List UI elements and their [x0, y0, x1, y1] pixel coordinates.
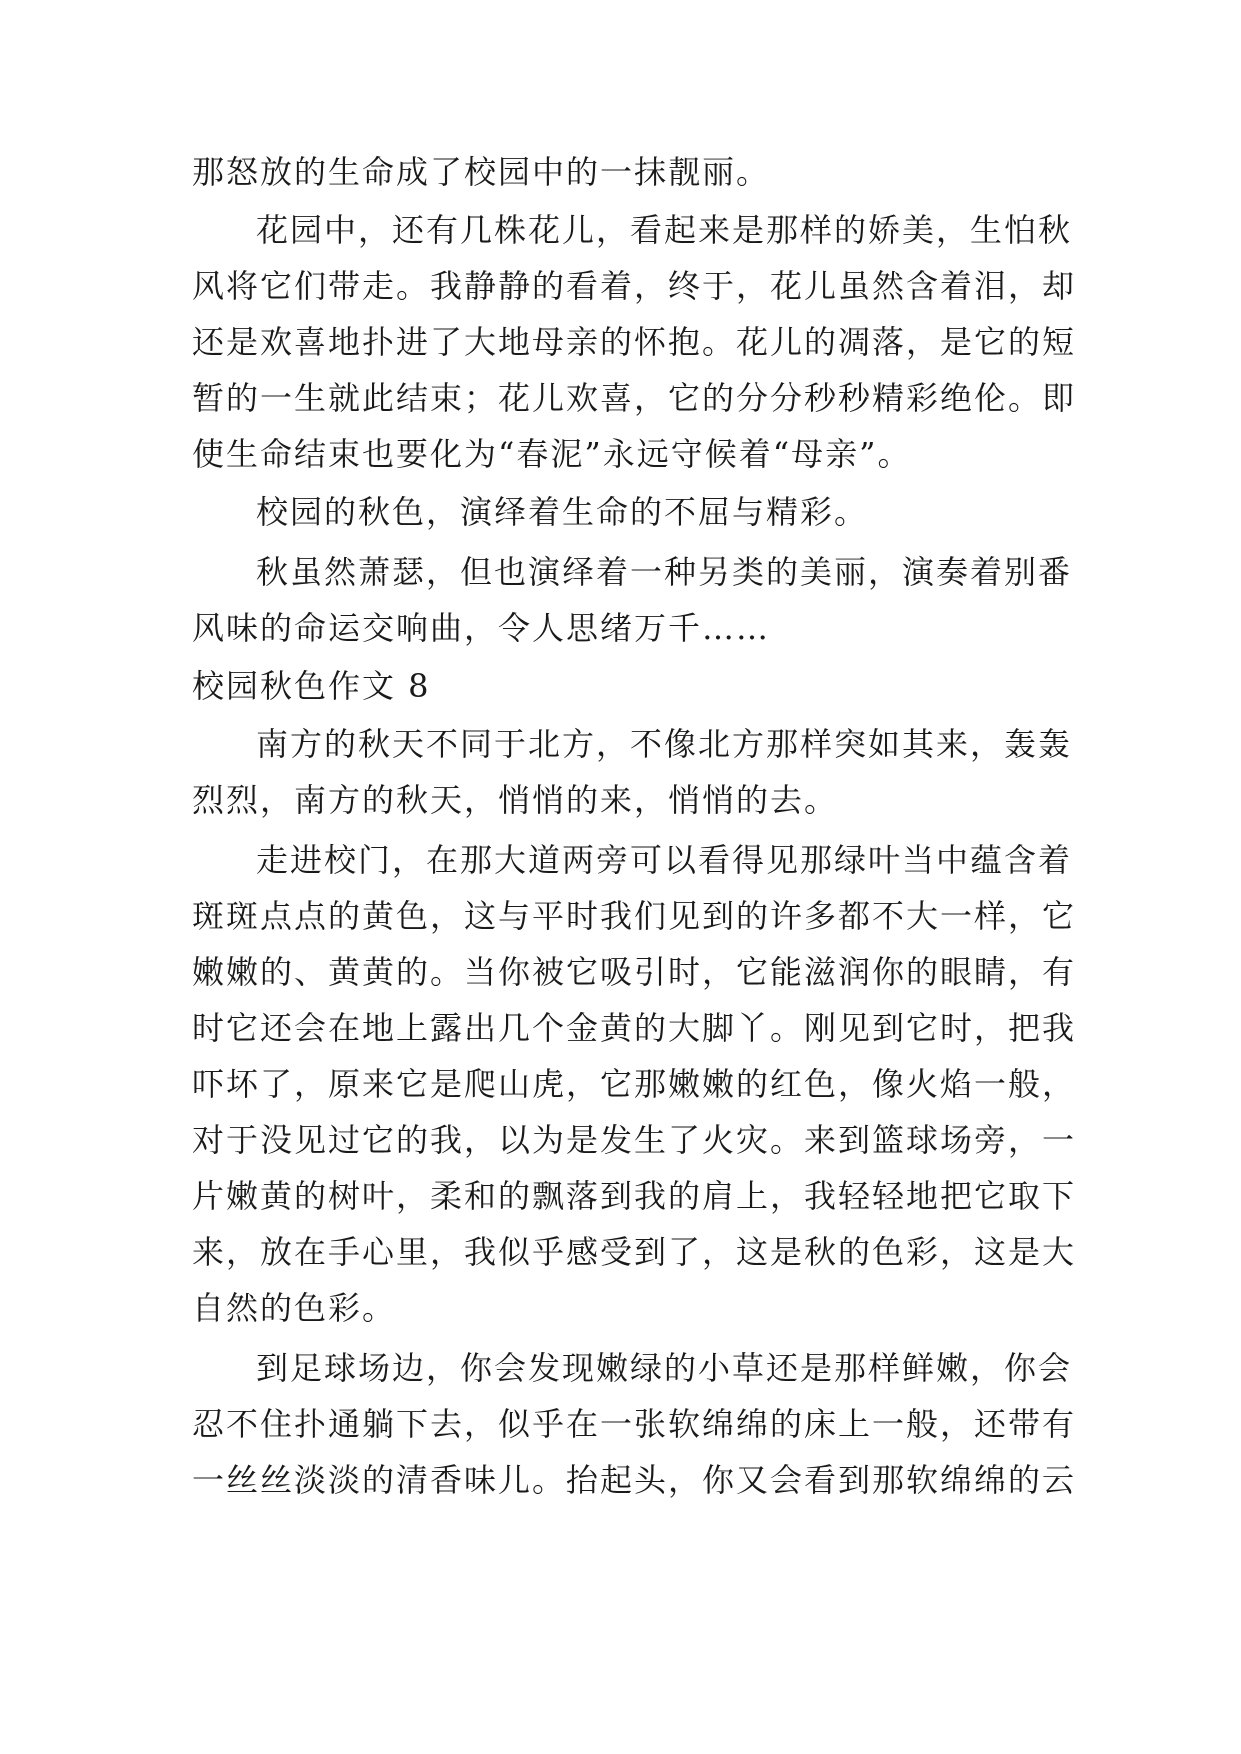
text-line: 那怒放的生命成了校园中的一抹靓丽。	[192, 153, 771, 191]
paragraph-first-line: 秋虽然萧瑟，但也演绎着一种另类的美丽，演奏着别番	[256, 553, 1073, 591]
text-line: 使生命结束也要化为“春泥”永远守候着“母亲”。	[192, 435, 912, 473]
text-line: 斑斑点点的黄色，这与平时我们见到的许多都不大一样，它	[192, 897, 1077, 935]
text-line: 时它还会在地上露出几个金黄的大脚丫。刚见到它时，把我	[192, 1009, 1077, 1047]
text-line: 片嫩黄的树叶，柔和的飘落到我的肩上，我轻轻地把它取下	[192, 1177, 1077, 1215]
text-line: 来，放在手心里，我似乎感受到了，这是秋的色彩，这是大	[192, 1233, 1077, 1271]
text-line: 自然的色彩。	[192, 1289, 397, 1327]
text-line: 烈烈，南方的秋天，悄悄的来，悄悄的去。	[192, 781, 839, 819]
text-line: 嫩嫩的、黄黄的。当你被它吸引时，它能滋润你的眼睛，有	[192, 953, 1077, 991]
text-line: 忍不住扑通躺下去，似乎在一张软绵绵的床上一般，还带有	[192, 1405, 1077, 1443]
paragraph-first-line: 校园的秋色，演绎着生命的不屈与精彩。	[256, 493, 869, 531]
paragraph-first-line: 南方的秋天不同于北方，不像北方那样突如其来，轰轰	[256, 725, 1073, 763]
text-line: 还是欢喜地扑进了大地母亲的怀抱。花儿的凋落，是它的短	[192, 323, 1077, 361]
paragraph-first-line: 走进校门，在那大道两旁可以看得见那绿叶当中蕴含着	[256, 841, 1073, 879]
text-line: 对于没见过它的我，以为是发生了火灾。来到篮球场旁，一	[192, 1121, 1077, 1159]
text-line: 风将它们带走。我静静的看着，终于，花儿虽然含着泪，却	[192, 267, 1077, 305]
paragraph-first-line: 到足球场边，你会发现嫩绿的小草还是那样鲜嫩，你会	[256, 1349, 1073, 1387]
text-line: 暂的一生就此结束；花儿欢喜，它的分分秒秒精彩绝伦。即	[192, 379, 1077, 417]
section-heading: 校园秋色作文 8	[192, 667, 431, 705]
text-line: 一丝丝淡淡的清香味儿。抬起头，你又会看到那软绵绵的云	[192, 1461, 1077, 1499]
text-line: 吓坏了，原来它是爬山虎，它那嫩嫩的红色，像火焰一般，	[192, 1065, 1077, 1103]
paragraph-first-line: 花园中，还有几株花儿，看起来是那样的娇美，生怕秋	[256, 211, 1073, 249]
text-line: 风味的命运交响曲，令人思绪万千……	[192, 609, 771, 647]
